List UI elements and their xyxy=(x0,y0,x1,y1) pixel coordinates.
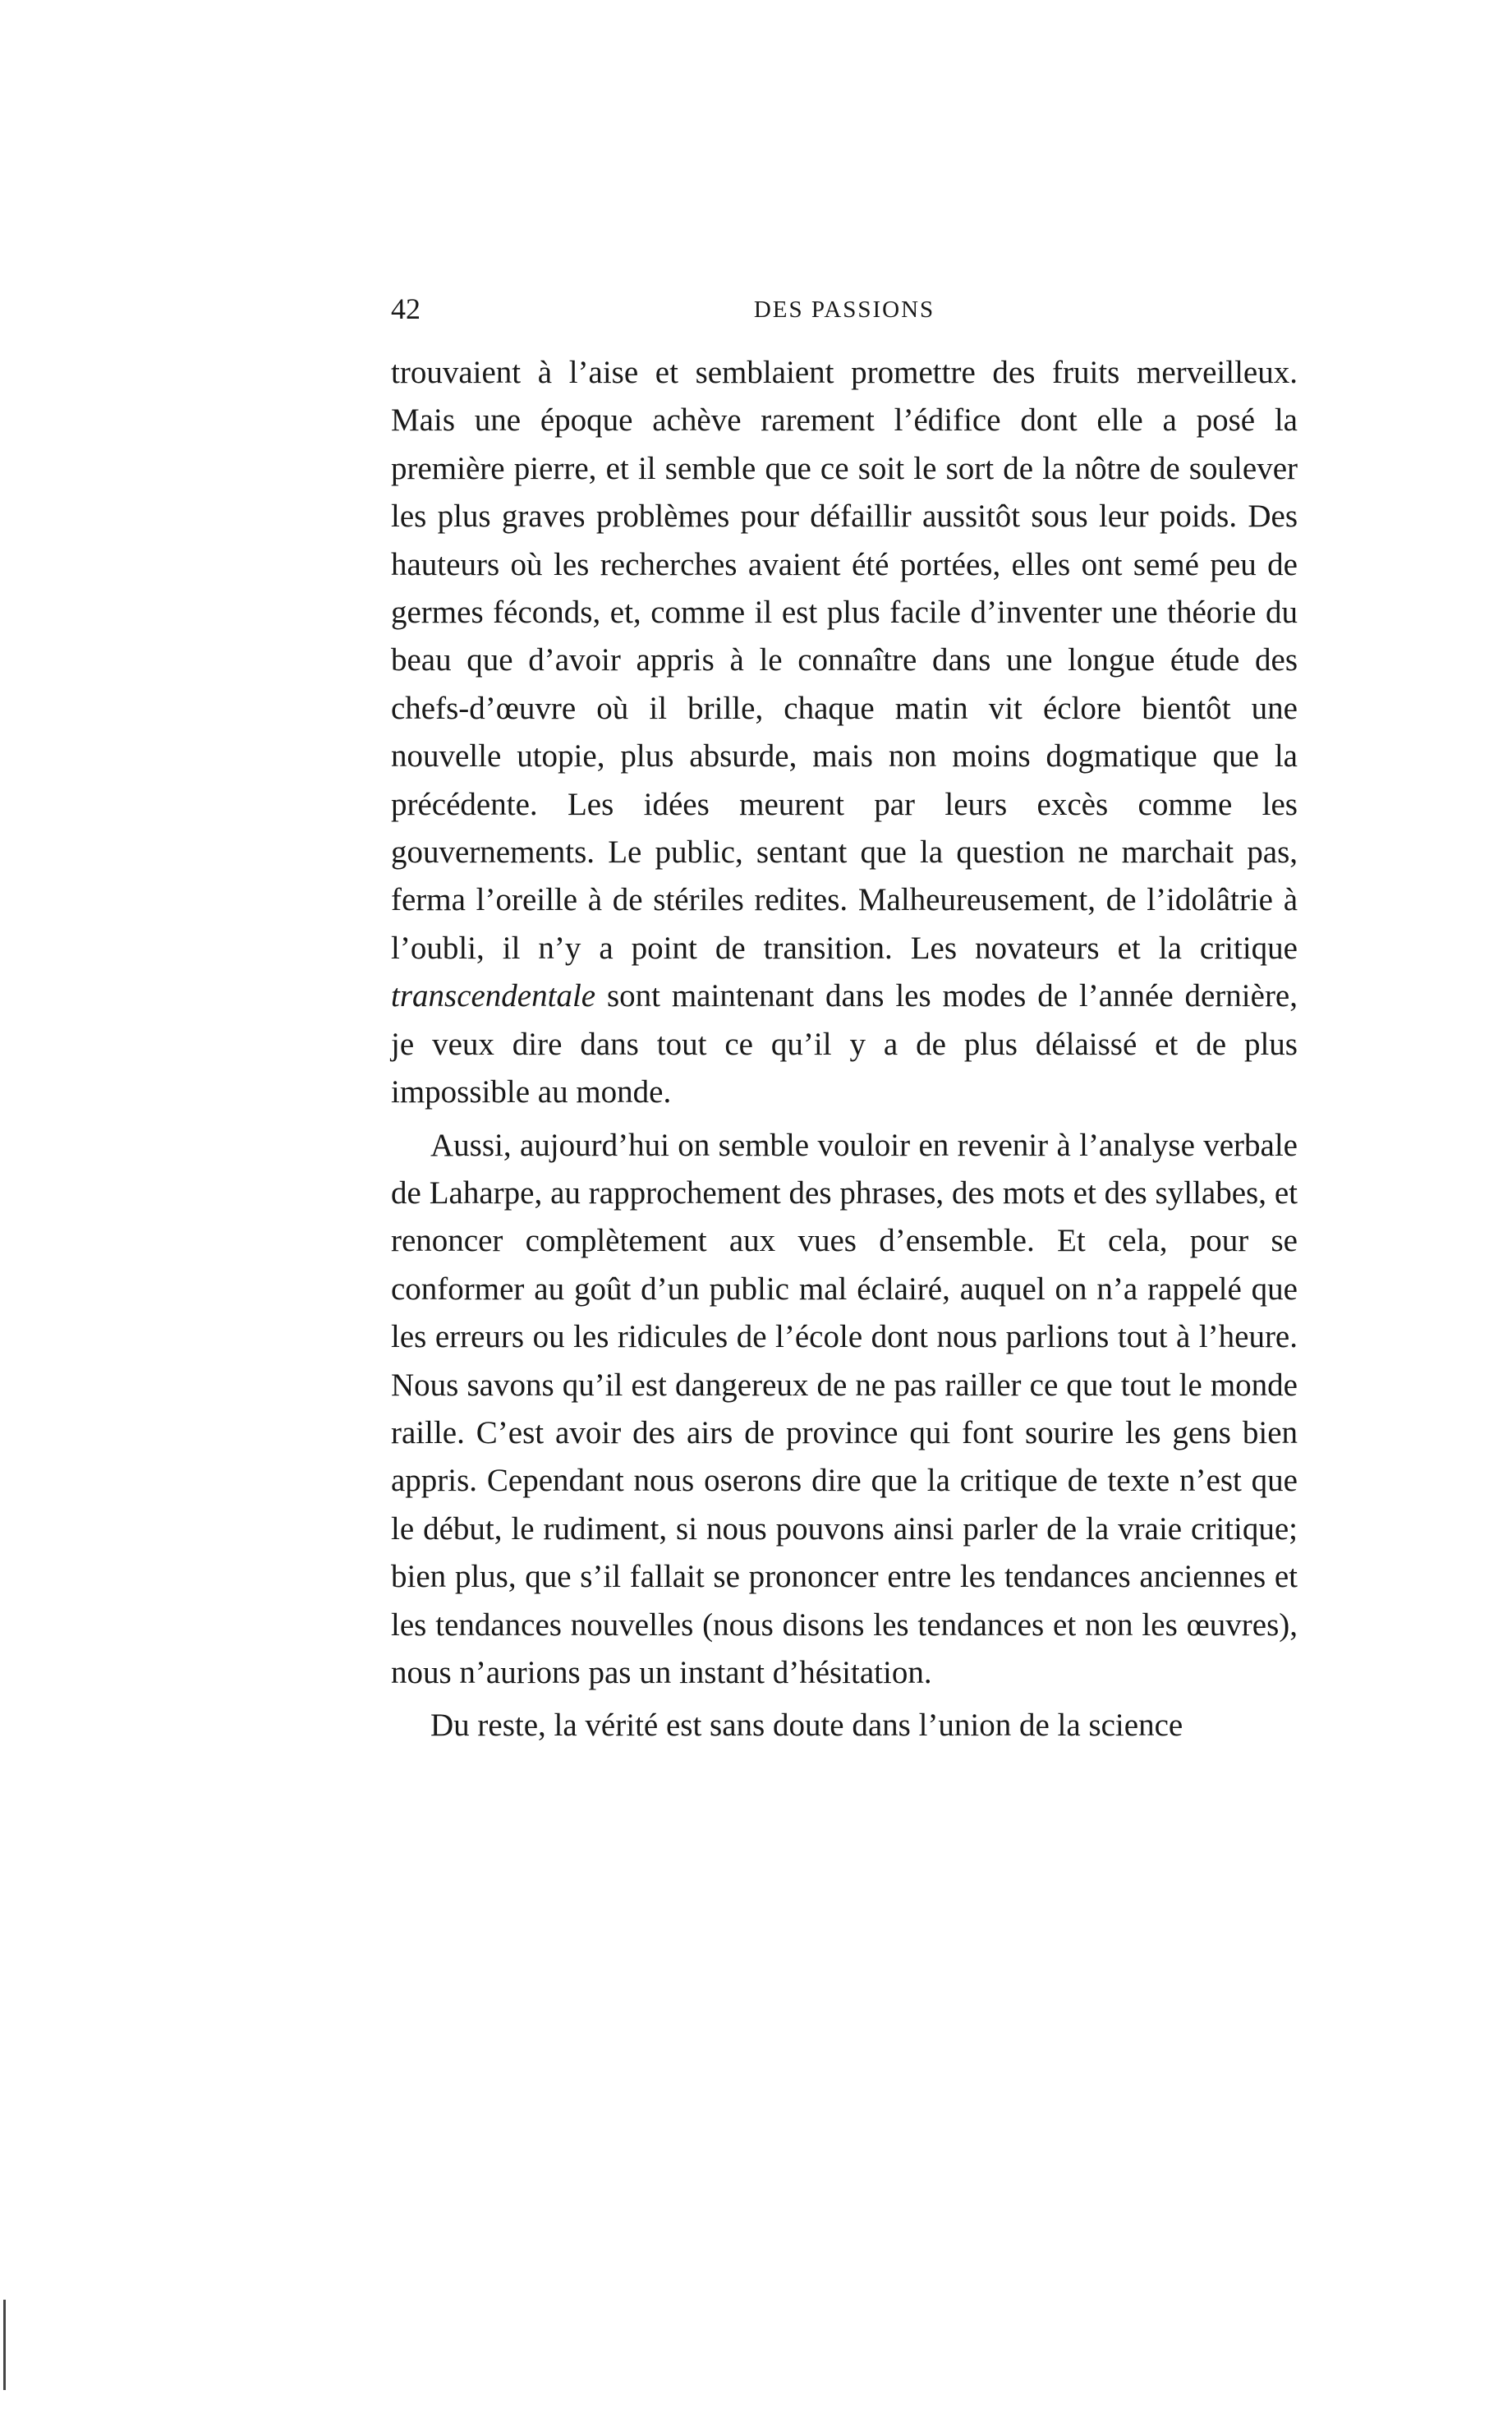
running-head xyxy=(391,292,1298,341)
margin-scan-mark xyxy=(3,2300,6,2390)
text-body xyxy=(391,349,1298,1750)
paragraph-1-text-start: trouvaient à l’aise et semblaient promettre des fruits merveilleux. Mais une époque achève rarement l’édifice dont elle a posé la première pierre, et il semble que ce soit le sort de la nôtre de soulever les plus graves problèmes pour défaillir aussitôt sous leur poids. Des hauteurs où les recherches avaient été portées, elles ont semé peu de germes féconds, et, comme il est plus facile d’inventer une théorie du beau que d’avoir appris à le connaître dans une longue étude des chefs-d’œuvre où il brille, chaque matin vit éclore bientôt une nouvelle utopie, plus absurde, mais non moins dogmatique que la précédente. Les idées meurent par leurs excès comme les gouvernements. Le public, sentant que la question ne marchait pas, ferma l’oreille à de stériles redites. Malheureusement, de l’idolâtrie à l’oubli, il n’y a point de transition. Les novateurs et la critique xyxy=(391,355,1298,966)
paragraph-1-text-end: sont maintenant dans les modes de l’année dernière, je veux dire dans tout ce qu’il y a de plus délaissé et de plus impossible au monde. xyxy=(391,978,1298,1110)
paragraph-2: Aussi, aujourd’hui on semble vouloir en revenir à l’analyse verbale de Laharpe, au rapprochement des phrases, des mots et des syllabes, et renoncer complètement aux vues d’ensemble. Et cela, pour se conformer au goût d’un public mal éclairé, auquel on n’a rappelé que les erreurs ou les ridicules de l’école dont nous parlions tout à l’heure. Nous savons qu’il est dangereux de ne pas railler ce que tout le monde raille. C’est avoir des airs de province qui font sourire les gens bien appris. Cependant nous oserons dire que la critique de texte n’est que le début, le rudiment, si nous pouvons ainsi parler de la vraie critique; bien plus, que s’il fallait se prononcer entre les tendances anciennes et les tendances nouvelles (nous disons les tendances et non les œuvres), nous n’aurions pas un instant d’hésitation. xyxy=(391,1127,1298,1690)
paragraph-1 xyxy=(391,349,1298,1117)
page-number: 42 xyxy=(391,292,421,325)
book-page xyxy=(391,292,1298,1750)
paragraph-3: Du reste, la vérité est sans doute dans l’union de la science xyxy=(430,1708,1183,1744)
running-title: DES PASSIONS xyxy=(753,296,935,323)
paragraph-1-italic-word: transcendentale xyxy=(391,978,596,1014)
